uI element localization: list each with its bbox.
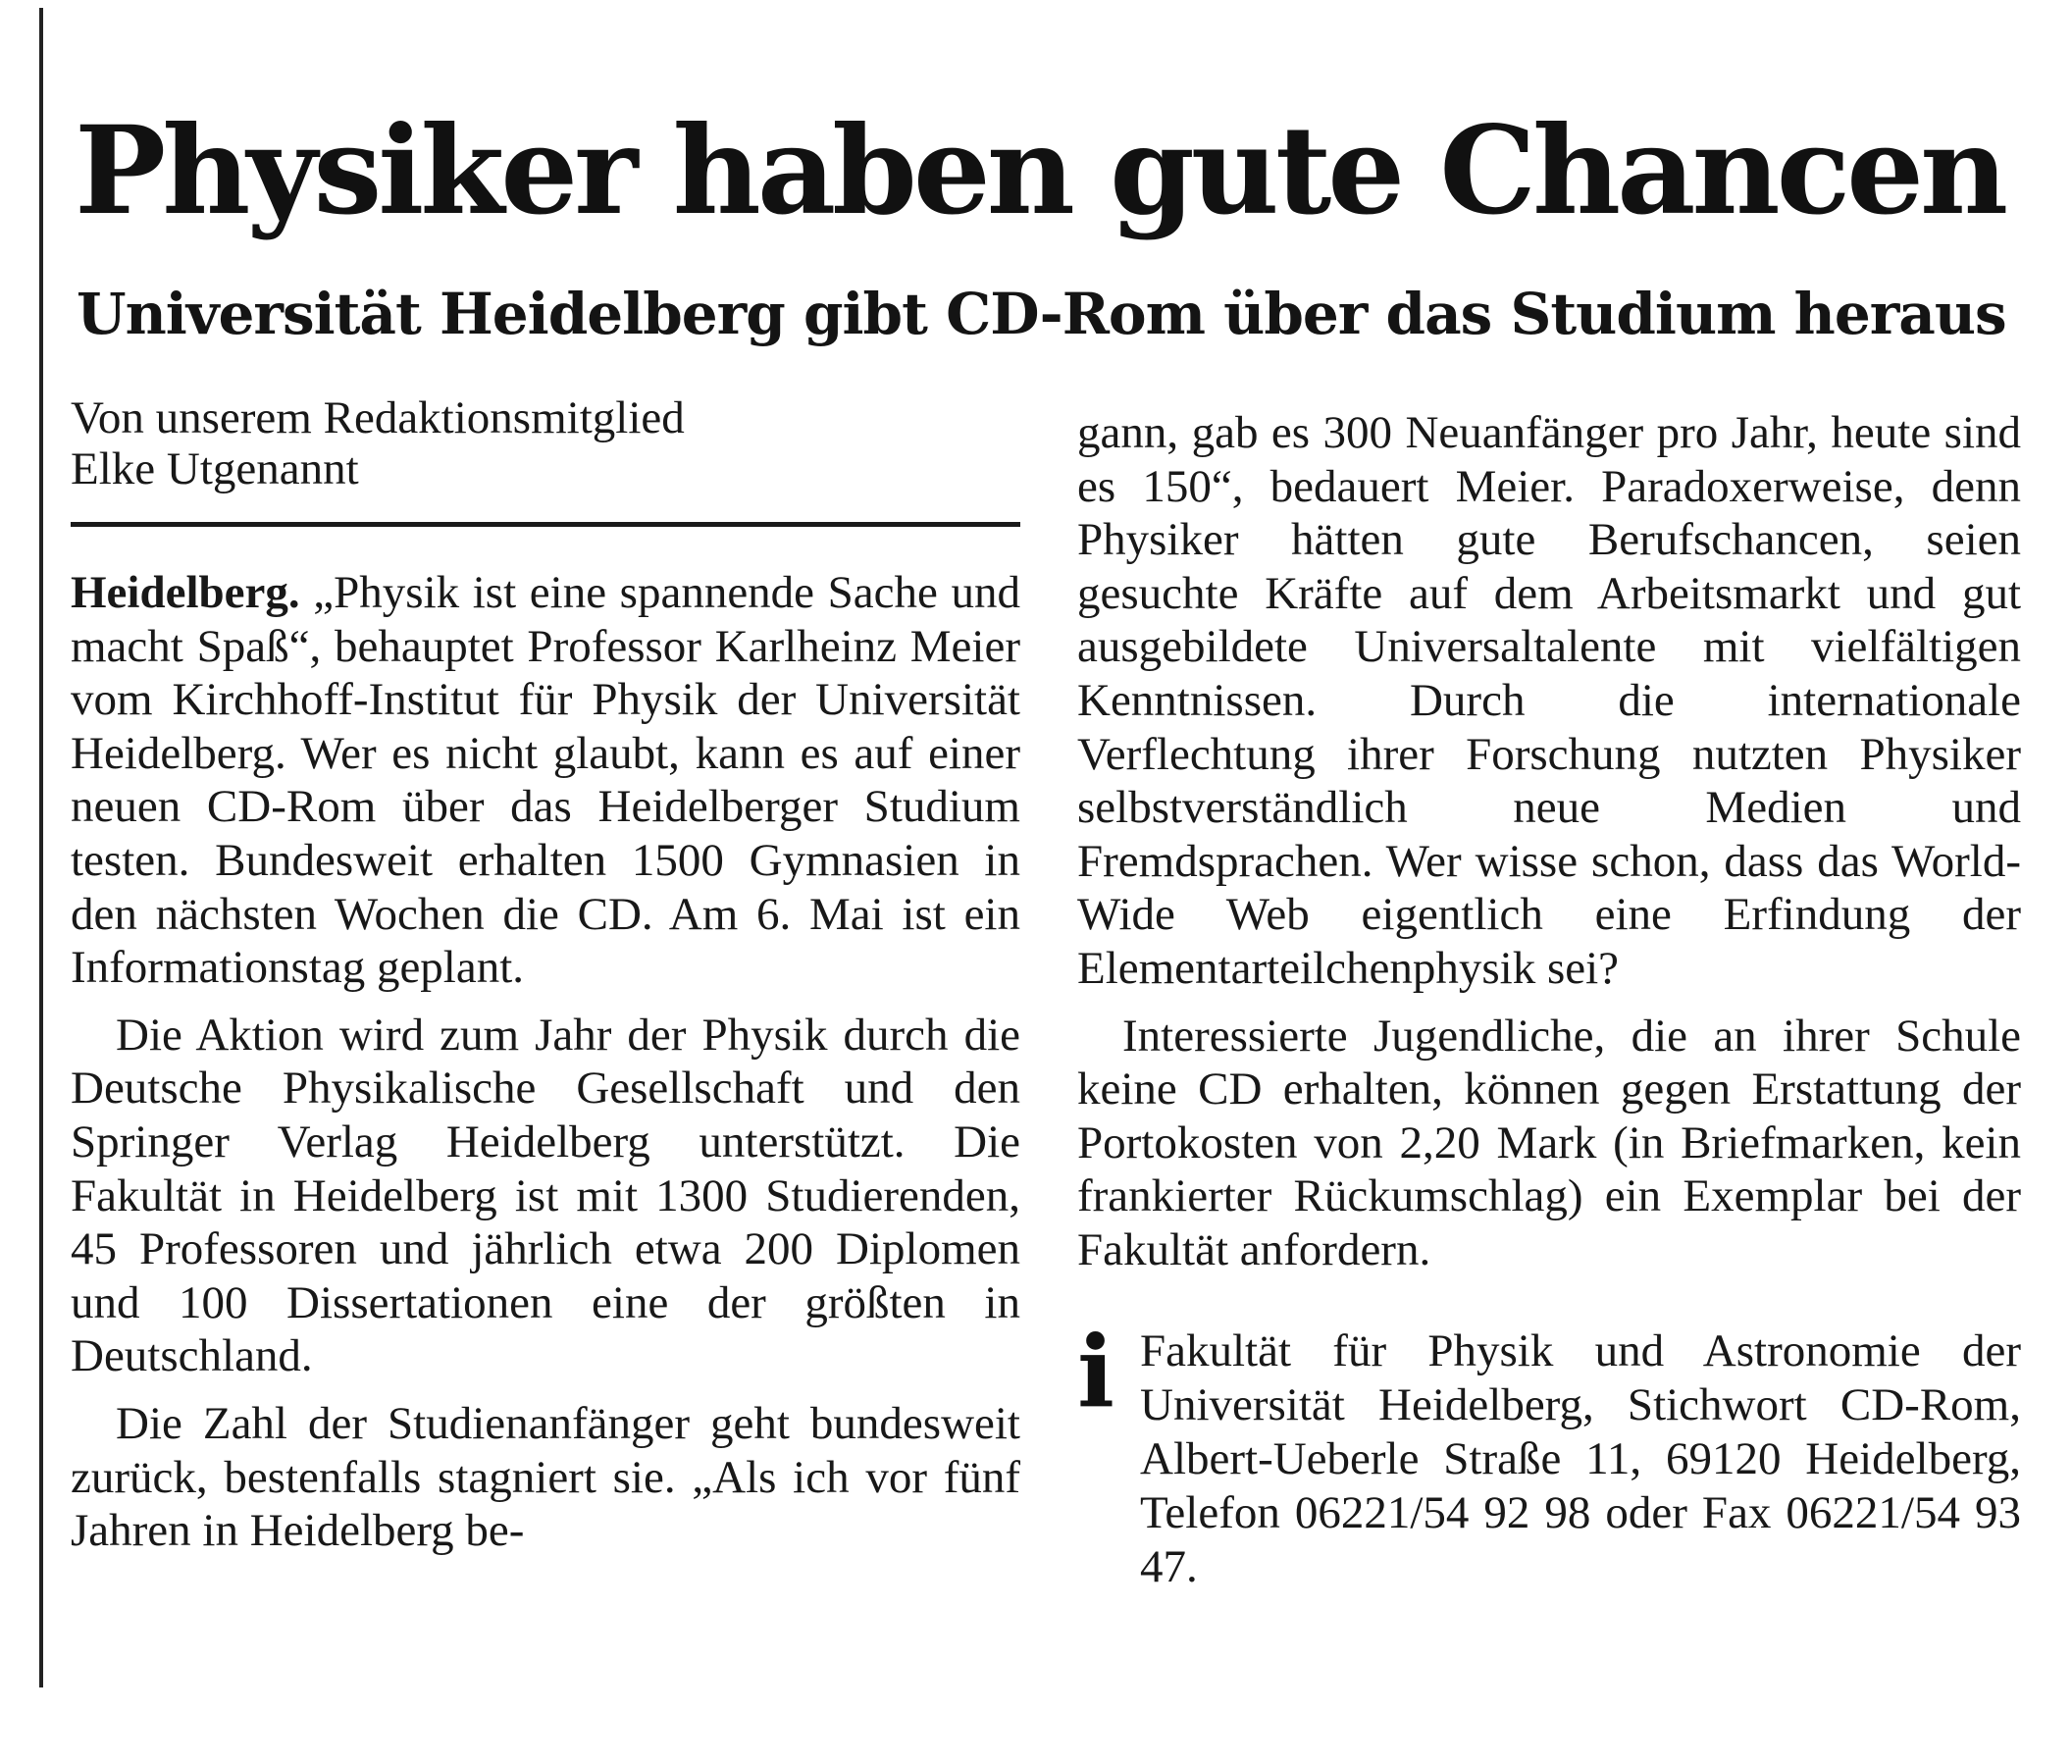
- article-column-right: [1077, 406, 2021, 1594]
- paragraph-2: Die Aktion wird zum Jahr der Physik durch die Deutsche Physikalische Gesellschaft und den Springer Verlag Heidelberg unterstützt. Die Fakultät in Heidelberg ist mit 1300 Studierenden, 45 Professoren und jährlich etwa 200 Diplomen und 100 Dissertationen eine der größten in Deutschland.: [71, 1009, 1020, 1382]
- column-rule: [39, 8, 43, 1687]
- paragraph-3-part-2: gann, gab es 300 Neuanfänger pro Jahr, heute sind es 150“, bedauert Meier. Paradoxerweise, denn Physiker hätten gute Berufschancen, seien gesuchte Kräfte auf dem Arbeitsmarkt und gut ausgebildete Universaltalente mit vielfältigen Kenntnissen. Durch die internationale Verflechtung ihrer Forschung nutzten Physiker selbstverständlich neue Medien und Fremdsprachen. Wer wisse schon, dass das World-Wide Web eigentlich eine Erfindung der Elementarteilchenphysik sei?: [1077, 407, 2021, 994]
- info-icon: i: [1077, 1313, 1114, 1429]
- paragraph-3-part-1: Die Zahl der Studienanfänger geht bundesweit zurück, bestenfalls stagniert sie. „Als ich vor fünf Jahren in Heidelberg be-: [71, 1397, 1020, 1557]
- byline: [71, 392, 1020, 494]
- byline-divider: [71, 522, 1020, 527]
- byline-line-1: Von unserem Redaktionsmitglied: [71, 392, 685, 443]
- article-column-left: [71, 392, 1020, 1572]
- info-contact-text: Fakultät für Physik und Astronomie der Universität Heidelberg, Stichwort CD-Rom, Albert-Ueberle Straße 11, 69120 Heidelberg, Telefon 06221/54 92 98 oder Fax 06221/54 93 47.: [1140, 1324, 2021, 1592]
- info-box: [1077, 1313, 2021, 1594]
- headline: Physiker haben gute Chancen: [75, 100, 2005, 242]
- subheadline: Universität Heidelberg gibt CD-Rom über das Studium heraus: [77, 281, 2006, 347]
- byline-author: Elke Utgenannt: [71, 443, 359, 494]
- dateline: Heidelberg.: [71, 567, 300, 618]
- paragraph-4: Interessierte Jugendliche, die an ihrer Schule keine CD erhalten, können gegen Erstattung der Portokosten von 2,20 Mark (in Briefmarken, kein frankierter Rückumschlag) ein Exemplar bei der Fakultät anfordern.: [1077, 1010, 2021, 1275]
- paragraph-lead: [71, 566, 1020, 995]
- paragraph-1-text: „Physik ist eine spannende Sache und macht Spaß“, behauptet Professor Karlheinz Meier vom Kirchhoff-Institut für Physik der Universität Heidelberg. Wer es nicht glaubt, kann es auf einer neuen CD-Rom über das Heidelberger Studium testen. Bundesweit erhalten 1500 Gymnasien in den nächsten Wochen die CD. Am 6. Mai ist ein Informationstag geplant.: [71, 567, 1020, 994]
